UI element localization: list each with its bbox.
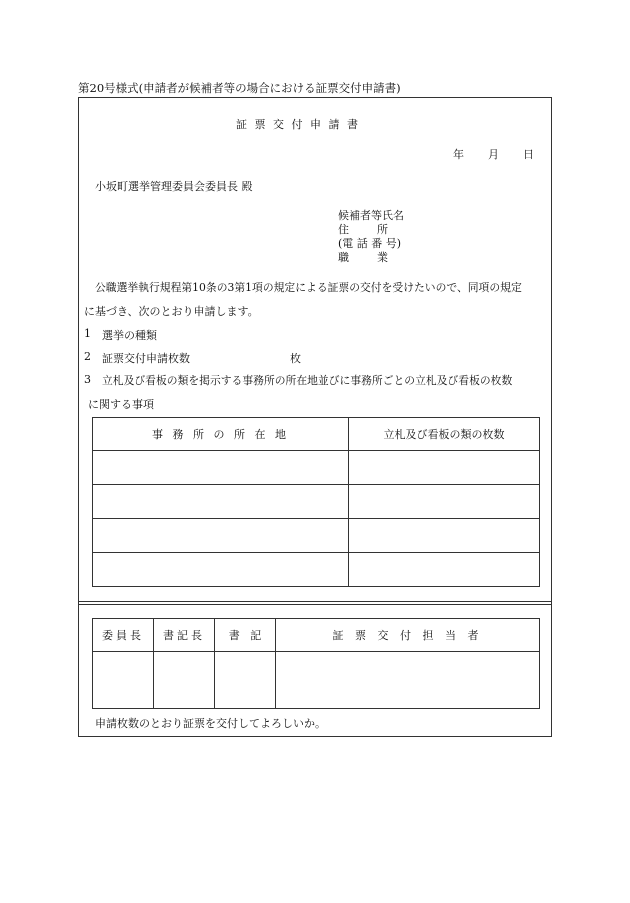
office-address-cell[interactable] xyxy=(93,553,349,587)
applicant-field-name: 候補者等氏名 xyxy=(338,209,404,222)
section-divider-top xyxy=(78,601,552,602)
item-2-number: 2 xyxy=(84,350,91,363)
form-number: 第20号様式(申請者が候補者等の場合における証票交付申請書) xyxy=(78,81,401,95)
office-table xyxy=(92,417,540,587)
item-1-number: 1 xyxy=(84,327,91,340)
item-2-label: 証票交付申請枚数 xyxy=(102,352,190,365)
body-text-line2: に基づき、次のとおり申請します。 xyxy=(84,305,259,318)
clerk-header: 書 記 xyxy=(215,619,276,652)
clerk-seal-cell[interactable] xyxy=(215,652,276,709)
section-divider-bottom xyxy=(78,604,552,605)
chief-clerk-header: 書記長 xyxy=(154,619,215,652)
applicant-field-phone: (電 話 番 号) xyxy=(338,237,402,250)
office-address-cell[interactable] xyxy=(93,519,349,553)
chairman-seal-cell[interactable] xyxy=(93,652,154,709)
item-2-unit: 枚 xyxy=(290,352,301,365)
sign-count-cell[interactable] xyxy=(349,519,540,553)
applicant-field-occupation: 職 業 xyxy=(338,251,388,264)
item-3-number: 3 xyxy=(84,373,91,386)
sign-count-header: 立札及び看板の類の枚数 xyxy=(349,418,540,451)
date-month: 月 xyxy=(488,148,499,161)
date-year: 年 xyxy=(453,148,464,161)
footer-text: 申請枚数のとおり証票を交付してよろしいか。 xyxy=(95,717,326,730)
sign-count-cell[interactable] xyxy=(349,485,540,519)
item-3-continuation: に関する事項 xyxy=(88,398,154,411)
approval-table xyxy=(92,618,540,709)
office-address-cell[interactable] xyxy=(93,485,349,519)
office-address-header: 事 務 所 の 所 在 地 xyxy=(93,418,349,451)
item-3-label: 立札及び看板の類を掲示する事務所の所在地並びに事務所ごとの立札及び看板の枚数 xyxy=(102,374,513,387)
item-1-label: 選挙の種類 xyxy=(102,329,157,342)
issuer-header: 証 票 交 付 担 当 者 xyxy=(276,619,540,652)
addressee: 小坂町選挙管理委員会委員長 殿 xyxy=(95,180,253,193)
form-title: 証 票 交 付 申 請 書 xyxy=(236,118,360,131)
chief-clerk-seal-cell[interactable] xyxy=(154,652,215,709)
chairman-header: 委員長 xyxy=(93,619,154,652)
applicant-field-address: 住 所 xyxy=(338,223,388,236)
body-text-line1: 公職選挙執行規程第10条の3第1項の規定による証票の交付を受けたいので、同項の規定 xyxy=(95,281,522,294)
issuer-seal-cell[interactable] xyxy=(276,652,540,709)
sign-count-cell[interactable] xyxy=(349,553,540,587)
sign-count-cell[interactable] xyxy=(349,451,540,485)
date-day: 日 xyxy=(523,148,534,161)
office-address-cell[interactable] xyxy=(93,451,349,485)
